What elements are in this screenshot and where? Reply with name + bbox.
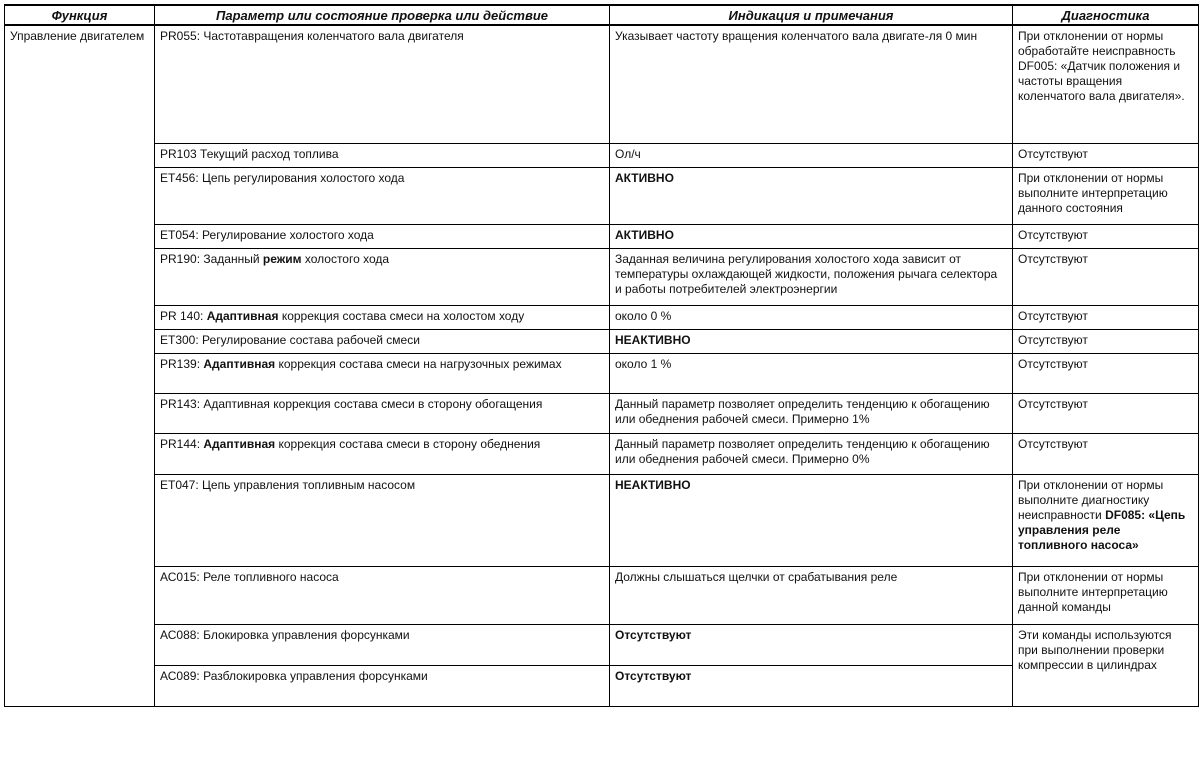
diagnostics-cell: Отсутствуют xyxy=(1013,144,1199,168)
parameter-name: Регулирование состава рабочей смеси xyxy=(202,333,420,347)
parameter-code: PR055: xyxy=(160,29,201,43)
indication-cell: Данный параметр позволяет определить тенденцию к обогащению или обеднения рабочей смеси. Примерно 0% xyxy=(610,434,1013,475)
parameter-name: Регулирование холостого хода xyxy=(202,228,374,242)
parameter-cell xyxy=(155,434,610,475)
parameter-name: холостого хода xyxy=(304,252,390,266)
parameter-name: Текущий расход топлива xyxy=(200,147,339,161)
indication-cell: Отсутствуют xyxy=(610,666,1013,707)
table-row xyxy=(5,567,1199,625)
parameter-name: Блокировка управления форсунками xyxy=(203,628,410,642)
indication-cell: Данный параметр позволяет определить тенденцию к обогащению или обеднения рабочей смеси. Примерно 1% xyxy=(610,394,1013,434)
parameter-code: PR103 xyxy=(160,147,197,161)
parameter-code: PR 140: xyxy=(160,309,204,323)
table-row xyxy=(5,434,1199,475)
table-row xyxy=(5,354,1199,394)
parameter-code: PR139: xyxy=(160,357,201,371)
table-row xyxy=(5,144,1199,168)
diagnostics-ref: DF085: «Цепь управления реле топливного насоса» xyxy=(1018,508,1186,552)
parameter-cell xyxy=(155,306,610,330)
diagnostics-cell: Отсутствуют xyxy=(1013,394,1199,434)
diagnostics-cell: Отсутствуют xyxy=(1013,306,1199,330)
table-header-row xyxy=(5,5,1199,25)
parameter-name-bold: режим xyxy=(262,252,302,266)
header-function: Функция xyxy=(5,5,155,25)
parameter-name: Реле топливного насоса xyxy=(203,570,339,584)
diagnostics-cell: Отсутствуют xyxy=(1013,330,1199,354)
parameter-cell xyxy=(155,25,610,144)
table-row xyxy=(5,394,1199,434)
indication-cell: АКТИВНО xyxy=(610,168,1013,225)
indication-cell: НЕАКТИВНО xyxy=(610,475,1013,567)
function-cell: Управление двигателем xyxy=(5,25,155,707)
parameter-name-bold: Адаптивная xyxy=(203,357,276,371)
parameter-name-bold: Адаптивная xyxy=(206,309,279,323)
parameter-code: PR144: xyxy=(160,437,201,451)
parameter-name: коррекция состава смеси на холостом ходу xyxy=(281,309,525,323)
indication-cell: около 1 % xyxy=(610,354,1013,394)
parameter-name: Цепь управления топливным насосом xyxy=(202,478,416,492)
parameter-cell xyxy=(155,475,610,567)
parameter-name: Частотавращения коленчатого вала двигателя xyxy=(203,29,464,43)
parameter-name: Адаптивная коррекция состава смеси в сторону обогащения xyxy=(203,397,543,411)
parameter-code: ЕТ054: xyxy=(160,228,199,242)
table-row xyxy=(5,249,1199,306)
parameter-name-bold: Адаптивная xyxy=(203,437,276,451)
header-parameter: Параметр или состояние проверка или действие xyxy=(155,5,610,25)
table-row xyxy=(5,306,1199,330)
parameter-name: коррекция состава смеси на нагрузочных режимах xyxy=(278,357,562,371)
table-row xyxy=(5,475,1199,567)
parameter-cell xyxy=(155,225,610,249)
parameter-cell xyxy=(155,330,610,354)
diagnostics-cell: При отклонении от нормы выполните интерпретацию данного состояния xyxy=(1013,168,1199,225)
header-indication: Индикация и примечания xyxy=(610,5,1013,25)
indication-cell: Должны слышаться щелчки от срабатывания реле xyxy=(610,567,1013,625)
parameter-cell xyxy=(155,394,610,434)
parameter-code: PR190: xyxy=(160,252,201,266)
parameter-code: ЕТ047: xyxy=(160,478,199,492)
parameter-name: Цепь регулирования холостого хода xyxy=(202,171,405,185)
table-row xyxy=(5,225,1199,249)
parameter-cell xyxy=(155,625,610,666)
table-row xyxy=(5,168,1199,225)
parameter-code: ЕТ300: xyxy=(160,333,199,347)
parameter-code: PR143: xyxy=(160,397,201,411)
indication-cell: Ол/ч xyxy=(610,144,1013,168)
parameter-code: АС015: xyxy=(160,570,200,584)
diagnostics-cell: При отклонении от нормы выполните интерпретацию данной команды xyxy=(1013,567,1199,625)
indication-cell: АКТИВНО xyxy=(610,225,1013,249)
parameter-name: Заданный xyxy=(203,252,260,266)
indication-cell: НЕАКТИВНО xyxy=(610,330,1013,354)
shared-diagnostics-cell: Эти команды используются при выполнении проверки компрессии в цилиндрах xyxy=(1013,625,1199,707)
table-row xyxy=(5,25,1199,144)
header-diagnostics: Диагностика xyxy=(1013,5,1199,25)
table-row xyxy=(5,330,1199,354)
parameter-code: АС088: xyxy=(160,628,200,642)
parameter-cell xyxy=(155,249,610,306)
diagnostics-cell: Отсутствуют xyxy=(1013,434,1199,475)
parameter-cell xyxy=(155,567,610,625)
indication-cell: Указывает частоту вращения коленчатого вала двигате-ля 0 мин xyxy=(610,25,1013,144)
table-row xyxy=(5,625,1199,666)
diagnostics-cell: Отсутствуют xyxy=(1013,225,1199,249)
diagnostics-cell xyxy=(1013,475,1199,567)
indication-cell: около 0 % xyxy=(610,306,1013,330)
indication-cell: Отсутствуют xyxy=(610,625,1013,666)
parameter-cell xyxy=(155,168,610,225)
parameter-cell xyxy=(155,666,610,707)
diagnostics-cell: При отклонении от нормы обработайте неисправность DF005: «Датчик положения и частоты вращения коленчатого вала двигателя». xyxy=(1013,25,1199,144)
parameter-cell xyxy=(155,354,610,394)
diagnostics-text: При отклонении от нормы выполните диагностику неисправности xyxy=(1018,478,1164,522)
parameter-name: коррекция состава смеси в сторону обеднения xyxy=(278,437,541,451)
diagnostics-cell: Отсутствуют xyxy=(1013,249,1199,306)
parameter-code: ЕТ456: xyxy=(160,171,199,185)
parameter-code: АС089: xyxy=(160,669,200,683)
parameter-name: Разблокировка управления форсунками xyxy=(203,669,428,683)
indication-cell: Заданная величина регулирования холостого хода зависит от температуры охлаждающей жидкости, положения рычага селектора и работы потребителей электроэнергии xyxy=(610,249,1013,306)
diagnostics-table xyxy=(4,4,1199,707)
parameter-cell xyxy=(155,144,610,168)
diagnostics-cell: Отсутствуют xyxy=(1013,354,1199,394)
